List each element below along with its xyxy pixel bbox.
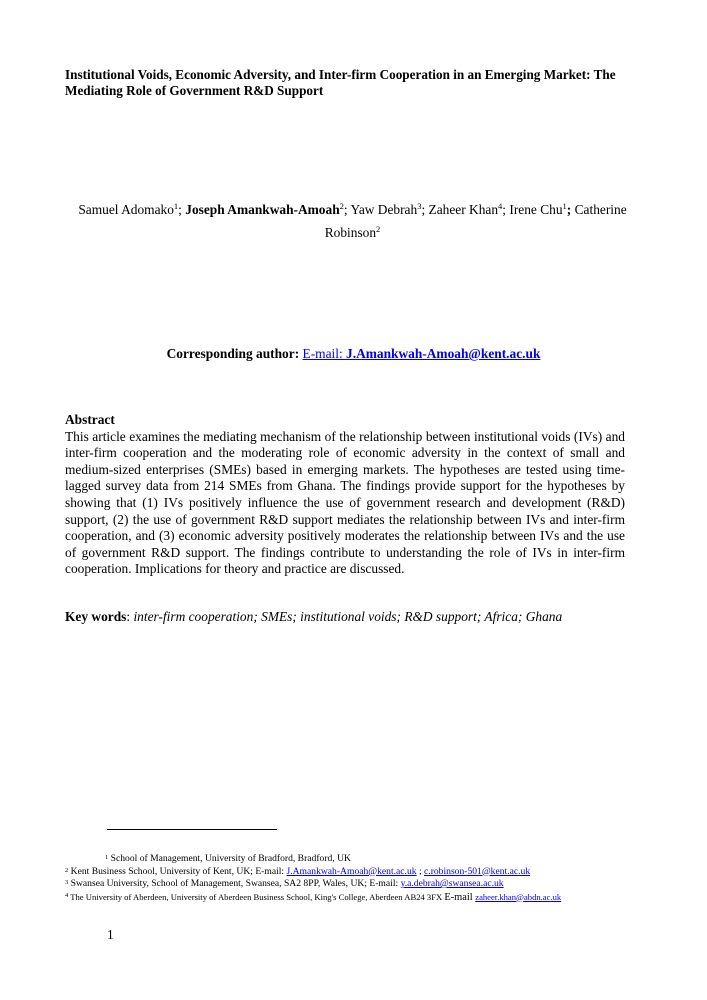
author-affiliation-mark: 2	[339, 201, 344, 211]
abstract-text: This article examines the mediating mechanism of the relationship between institutional voids (IVs) and inter-firm cooperation and the moderating role of economic adversity in the context of small and medium-sized enterprises (SMEs) based in emerging markets. The hypotheses are tested using time-lagged survey data from 214 SMEs from Ghana. The findings provide support for the hypotheses by showing that (1) IVs positively influence the use of government research and development (R&D) support, (2) the use of government R&D support mediates the relationship between IVs and inter-firm cooperation, and (3) economic adversity positively moderates the relationship between IVs and the use of government R&D support. The findings contribute to understanding the role of IVs in inter-firm cooperation. Implications for theory and practice are discussed.	[65, 428, 625, 577]
author-separator: ;	[502, 202, 510, 217]
footnote-number: 3	[65, 879, 69, 886]
footnote-email-separator: ;	[416, 865, 425, 877]
keywords-label: Key words	[65, 609, 127, 624]
author-separator: ;	[178, 202, 186, 217]
corresponding-email-link[interactable]	[303, 346, 541, 361]
footnote-text: The University of Aberdeen, University of Aberdeen Business School, King's College, Aberdeen AB24 3FX	[68, 891, 445, 902]
paper-title: Institutional Voids, Economic Adversity, and Inter-firm Cooperation in an Emerging Market: The Mediating Role of Government R&D Support	[65, 67, 616, 98]
footnote-email-link[interactable]: c.robinson-501@kent.ac.uk	[424, 865, 531, 877]
corresponding-author	[0, 345, 707, 363]
footnote-email-label: E-mail	[444, 891, 476, 903]
author-affiliation-mark: 1	[173, 201, 179, 211]
footnote-text: School of Management, University of Bradford, Bradford, UK	[108, 853, 351, 864]
author-list	[65, 198, 640, 244]
author-name: Irene Chu	[509, 202, 563, 217]
author-affiliation-mark: 3	[417, 201, 422, 211]
abstract-section	[65, 412, 625, 578]
footnotes	[65, 853, 645, 904]
footnote-3	[65, 878, 645, 891]
footnote-number: 1	[105, 854, 109, 861]
author-name: Yaw Debrah	[350, 202, 418, 217]
footnote-number: 2	[65, 866, 69, 874]
author-name: Zaheer Khan	[428, 202, 499, 217]
corresponding-author-label: Corresponding author:	[166, 346, 300, 361]
footnote-separator-line	[107, 829, 277, 830]
footnote-email-link[interactable]: y.a.debrah@swansea.ac.uk	[400, 878, 504, 889]
keywords-value: inter-firm cooperation; SMEs; institutional voids; R&D support; Africa; Ghana	[133, 609, 563, 624]
corresponding-email-label: E-mail:	[302, 346, 347, 361]
author-name: Samuel Adomako	[78, 202, 174, 217]
page-number: 1	[107, 927, 114, 942]
author-affiliation-mark: 2	[376, 224, 381, 234]
keywords	[65, 608, 625, 625]
author-separator: ;	[343, 202, 351, 217]
author-affiliation-mark: 1	[562, 201, 567, 211]
author-affiliation-mark: 4	[498, 201, 503, 211]
author-name: Catherine Robinson	[324, 202, 627, 240]
author-name: Joseph Amankwah-Amoah	[185, 202, 340, 217]
footnote-1	[65, 853, 645, 866]
corresponding-email-address: J.Amankwah-Amoah@kent.ac.uk	[346, 346, 541, 361]
author-separator: ;	[421, 202, 429, 217]
footnote-text: Kent Business School, University of Kent, UK; E-mail:	[68, 865, 287, 877]
footnote-text: Swansea University, School of Management, Swansea, SA2 8PP, Wales, UK; E-mail:	[68, 878, 401, 889]
footnote-email-link[interactable]: zaheer.khan@abdn.ac.uk	[475, 891, 562, 902]
footnote-4	[65, 891, 645, 905]
abstract-heading: Abstract	[65, 412, 115, 427]
footnote-2	[65, 866, 645, 879]
keywords-separator: :	[126, 609, 134, 624]
footnote-email-link[interactable]: J.Amankwah-Amoah@kent.ac.uk	[286, 865, 417, 877]
author-separator: ;	[566, 202, 575, 217]
footnote-number: 4	[65, 891, 69, 899]
